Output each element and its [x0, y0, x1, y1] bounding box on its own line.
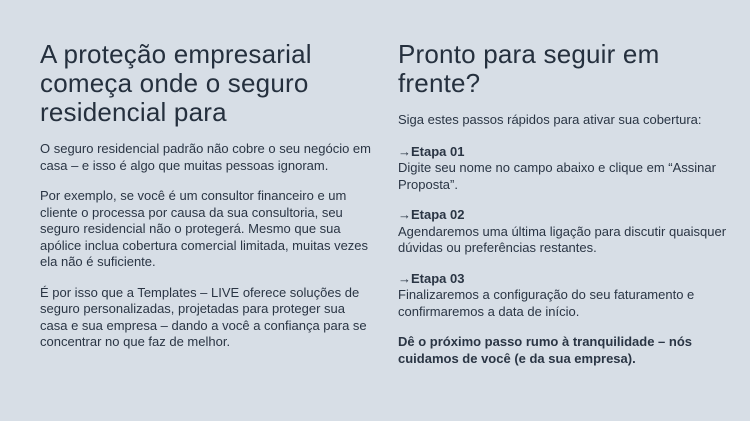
right-arrow-icon: → — [398, 270, 411, 286]
step-item-1 — [398, 144, 728, 194]
right-column — [398, 40, 728, 421]
left-heading: A proteção empresarial começa onde o seguro residencial para — [40, 39, 312, 127]
left-column — [40, 40, 372, 421]
right-arrow-icon: → — [398, 207, 411, 222]
step-3-label: Etapa 03 — [411, 270, 465, 286]
step-2-label-line — [398, 207, 728, 224]
step-1-label: Etapa 01 — [411, 143, 465, 159]
left-paragraph-1: O seguro residencial padrão não cobre o seu negócio em casa – e isso é algo que muitas pessoas ignoram. — [40, 141, 371, 173]
step-1-label-line — [398, 144, 728, 161]
left-paragraph-3: É por isso que a Templates – LIVE oferece soluções de seguro personalizadas, projetadas para proteger sua casa e sua empresa – dando a você a confiança para se concentrar no que faz de melhor. — [40, 284, 367, 349]
step-item-2 — [398, 207, 728, 257]
left-paragraph-2: Por exemplo, se você é um consultor financeiro e um cliente o processa por causa da sua consultoria, seu seguro residencial não o protegerá. Mesmo que sua apólice inclua cobertura comercial limitada, muitas vezes ela não é suficiente. — [40, 188, 369, 269]
left-body — [40, 141, 372, 351]
right-heading: Pronto para seguir em frente? — [398, 39, 660, 98]
step-1-text: Digite seu nome no campo abaixo e clique em “Assinar Proposta”. — [398, 160, 716, 192]
right-body — [398, 112, 728, 367]
step-2-text: Agendaremos uma última ligação para discutir quaisquer dúvidas ou preferências restantes. — [398, 223, 727, 255]
right-arrow-icon: → — [398, 143, 411, 159]
step-2-label: Etapa 02 — [411, 207, 465, 222]
step-3-text: Finalizaremos a configuração do seu faturamento e confirmaremos a data de início. — [398, 287, 695, 319]
step-item-3 — [398, 271, 728, 321]
closing-statement: Dê o próximo passo rumo à tranquilidade – nós cuidamos de você (e da sua empresa). — [398, 334, 692, 366]
steps-intro: Siga estes passos rápidos para ativar sua cobertura: — [398, 112, 702, 127]
step-3-label-line — [398, 271, 728, 288]
